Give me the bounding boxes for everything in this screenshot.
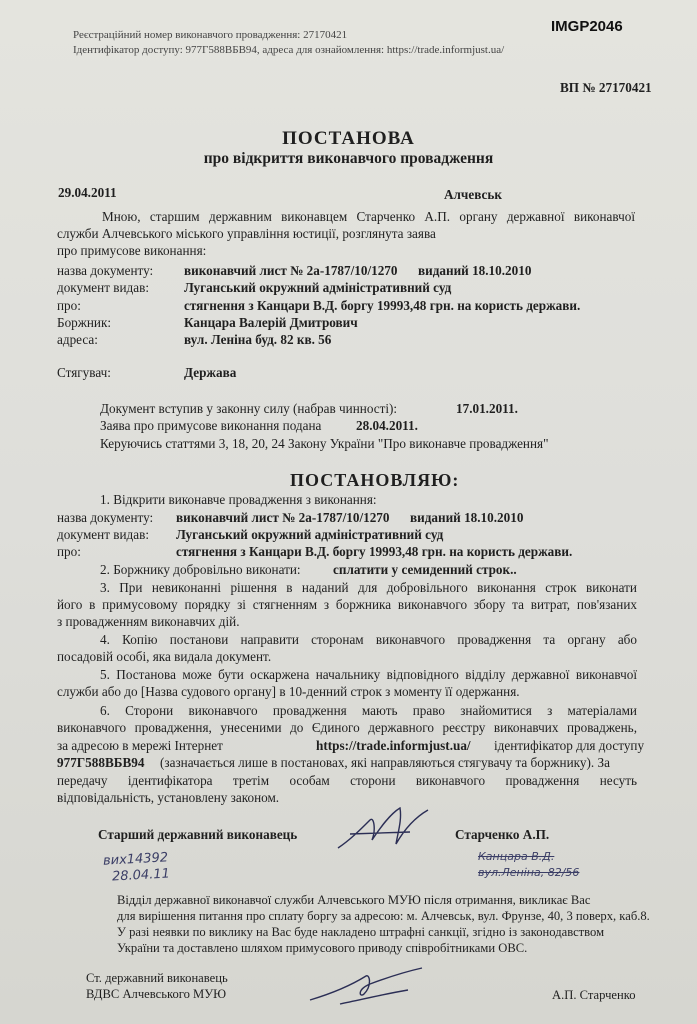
issuer-label: документ видав:	[57, 280, 149, 295]
item-1-doc-label: назва документу:	[57, 510, 154, 525]
signer-role: Старший державний виконавець	[98, 827, 298, 842]
page-title: ПОСТАНОВА	[282, 128, 415, 149]
creditor-value: Держава	[184, 365, 237, 380]
doc-issued: виданий 18.10.2010	[418, 263, 532, 278]
item-6-line-2: виконавчого провадження, унесеними до Єдиного державного реєстру виконавчих проваджень,	[57, 720, 637, 735]
item-2-value: сплатити у семиденний строк..	[333, 562, 517, 577]
effect-date-2: 28.04.2011.	[356, 418, 418, 433]
about-value: стягнення з Канцари В.Д. боргу 19993,48 грн. на користь держави.	[184, 298, 581, 313]
resolve-heading: ПОСТАНОВЛЯЮ:	[290, 470, 460, 490]
effect-line-2: Заява про примусове виконання подана	[100, 418, 322, 433]
photo-label: IMGP2046	[551, 18, 623, 35]
about-label: про:	[57, 298, 81, 313]
notice-line-4: України та доставлено шляхом примусового приводу співробітниками ОВС.	[117, 941, 528, 955]
vp-number: ВП № 27170421	[560, 80, 652, 95]
signature-scribble-2	[300, 960, 430, 1010]
intro-line-2: служби Алчевського міського управління юстиції, розглянута заява	[57, 226, 436, 241]
outgoing-number-handwritten: вих14392	[102, 850, 169, 869]
intro-line-1: Мною, старшим державним виконавцем Старченко А.П. органу державної виконавчої	[102, 209, 635, 224]
footer-name: А.П. Старченко	[552, 988, 636, 1002]
signer-name: Старченко А.П.	[455, 827, 550, 842]
item-6-line-6: відповідальність, установлену законом.	[57, 790, 280, 805]
item-1-issuer-label: документ видав:	[57, 527, 149, 542]
effect-date-1: 17.01.2011.	[456, 401, 518, 416]
notice-line-1: Відділ державної виконавчої служби Алчевського МУЮ після отримання, викликає Вас	[117, 893, 591, 907]
effect-line-1: Документ вступив у законну силу (набрав чинності):	[100, 401, 398, 416]
item-5-line-2: служби або до [Назва судового органу] в 10-денний строк з моменту її одержання.	[57, 684, 520, 699]
item-1-doc-value: виконавчий лист № 2а-1787/10/1270	[176, 510, 390, 525]
address-value: вул. Леніна буд. 82 кв. 56	[184, 332, 332, 347]
debtor-label: Боржник:	[57, 315, 112, 330]
document-date: 29.04.2011	[58, 185, 117, 200]
item-6-line-1: 6. Сторони виконавчого провадження мають право знайомитися з матеріалами	[100, 703, 637, 718]
signature-scribble-1	[330, 800, 440, 855]
item-4-line-2: посадовій особі, яка видала документ.	[57, 649, 272, 664]
item-6-line-5: передачу ідентифікатора третім особам сторони виконавчого провадження несуть	[57, 773, 637, 788]
item-1-issuer-value: Луганський окружний адміністративний суд	[176, 527, 444, 542]
document-city: Алчевськ	[444, 187, 502, 202]
item-6-line-3a: за адресою в мережі Інтернет	[57, 738, 223, 753]
creditor-label: Стягувач:	[57, 365, 111, 380]
item-5-line-1: 5. Постанова може бути оскаржена начальнику відповідного відділу державної виконавчої	[100, 667, 637, 682]
item-6-line-3c: ідентифікатор для доступу	[494, 738, 645, 753]
item-3-line-1: 3. При невиконанні рішення в наданий для добровільного виконання строк виконати	[100, 580, 637, 595]
item-3-line-3: з провадженням виконавчих дій.	[57, 614, 240, 629]
debtor-value: Канцара Валерій Дмитрович	[184, 315, 358, 330]
intro-line-3: про примусове виконання:	[57, 243, 207, 258]
effect-line-3: Керуючись статтями 3, 18, 20, 24 Закону України "Про виконавче провадження"	[100, 436, 549, 451]
access-identifier: 977Г588ВБВ94	[57, 755, 145, 770]
item-1-doc-issued: виданий 18.10.2010	[410, 510, 524, 525]
item-6-line-4b: (зазначається лише в постановах, які направляються стягувачу та боржнику). За	[160, 755, 610, 770]
address-label: адреса:	[57, 332, 98, 347]
item-4-line-1: 4. Копію постанови направити сторонам виконавчого провадження та органу або	[100, 632, 637, 647]
outgoing-date-handwritten: 28.04.11	[111, 866, 171, 885]
doc-value: виконавчий лист № 2а-1787/10/1270	[184, 263, 398, 278]
footer-role-line-1: Ст. державний виконавець	[86, 971, 228, 985]
page-subtitle: про відкриття виконавчого провадження	[203, 150, 494, 167]
footer-role-line-2: ВДВС Алчевського МУЮ	[86, 987, 227, 1001]
debtor-address-handwritten: вул.Леніна, 82/56	[478, 866, 580, 879]
access-id-line: Ідентифікатор доступу: 977Г588ВБВ94, адреса для ознайомлення: https://trade.informjust.ua/	[73, 44, 505, 56]
item-1-about-value: стягнення з Канцари В.Д. боргу 19993,48 грн. на користь держави.	[176, 544, 573, 559]
internet-address: https://trade.informjust.ua/	[316, 738, 471, 753]
item-3-line-2: його в примусовому порядку зі стягненням з боржника виконавчого збору та витрат, пов'язаних	[57, 597, 637, 612]
doc-label: назва документу:	[57, 263, 154, 278]
item-1: 1. Відкрити виконавче провадження з виконання:	[100, 492, 377, 507]
issuer-value: Луганський окружний адміністративний суд	[184, 280, 452, 295]
notice-line-3: У разі неявки по виклику на Вас буде накладено штрафні санкції, згідно із законодавством	[117, 925, 605, 939]
debtor-name-handwritten: Канцара В.Д.	[478, 850, 555, 863]
item-2-prefix: 2. Боржнику добровільно виконати:	[100, 562, 301, 577]
item-1-about-label: про:	[57, 544, 81, 559]
notice-line-2: для вирішення питання про сплату боргу за адресою: м. Алчевськ, вул. Фрунзе, 40, 3 поверх, каб.8.	[117, 909, 650, 923]
registration-number-line: Реєстраційний номер виконавчого провадження: 27170421	[73, 29, 348, 41]
